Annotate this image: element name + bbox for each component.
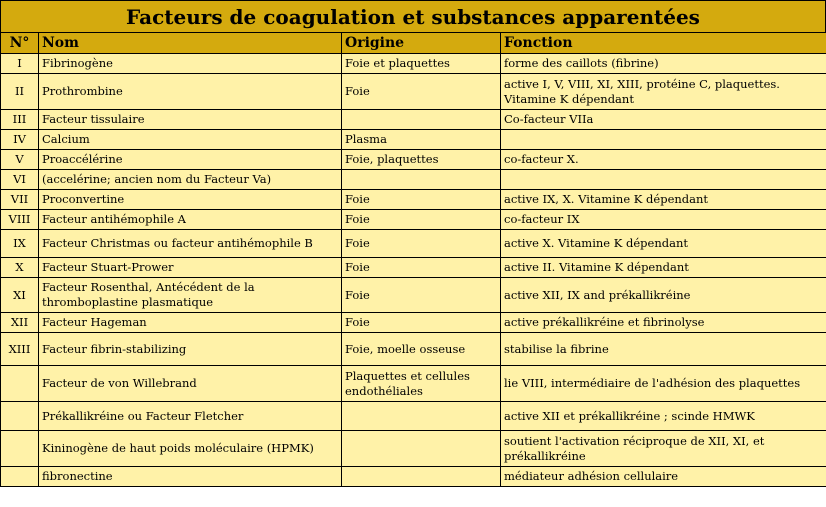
cell-origine: Foie [342,190,501,210]
cell-origine: Foie [342,258,501,278]
cell-num [1,467,39,487]
table-row [1,258,826,278]
cell-fonction: lie VIII, intermédiaire de l'adhésion des plaquettes [501,366,826,402]
cell-fonction [501,170,826,190]
table-row [1,150,826,170]
cell-nom: Prothrombine [39,74,342,110]
header-fonction: Fonction [501,33,826,54]
cell-nom: Fibrinogène [39,54,342,74]
cell-num: XIII [1,333,39,366]
cell-num: V [1,150,39,170]
cell-origine: Foie, moelle osseuse [342,333,501,366]
cell-fonction: stabilise la fibrine [501,333,826,366]
cell-num: XII [1,313,39,333]
table-row [1,190,826,210]
cell-fonction [501,130,826,150]
cell-num: I [1,54,39,74]
cell-nom: Facteur Christmas ou facteur antihémophile B [39,230,342,258]
cell-origine: Foie [342,74,501,110]
cell-nom: (accelérine; ancien nom du Facteur Va) [39,170,342,190]
header-num: N° [1,33,39,54]
cell-num [1,366,39,402]
table-row [1,467,826,487]
cell-fonction: co-facteur IX [501,210,826,230]
cell-nom: Facteur tissulaire [39,110,342,130]
table-row [1,110,826,130]
cell-num: X [1,258,39,278]
cell-nom: Facteur Stuart-Prower [39,258,342,278]
table-row [1,402,826,431]
cell-nom: Proaccélérine [39,150,342,170]
cell-num [1,402,39,431]
cell-origine [342,170,501,190]
coagulation-factors-table [0,32,826,487]
cell-nom: Prékallikréine ou Facteur Fletcher [39,402,342,431]
header-nom: Nom [39,33,342,54]
table-row [1,54,826,74]
cell-origine [342,110,501,130]
table-row [1,313,826,333]
cell-nom: Facteur antihémophile A [39,210,342,230]
cell-origine: Foie [342,210,501,230]
cell-fonction: active prékallikréine et fibrinolyse [501,313,826,333]
cell-origine: Foie [342,230,501,258]
table-row [1,230,826,258]
cell-num: III [1,110,39,130]
cell-fonction: active IX, X. Vitamine K dépendant [501,190,826,210]
cell-fonction: soutient l'activation réciproque de XII, XI, et prékallikréine [501,431,826,467]
cell-num [1,431,39,467]
table-row [1,431,826,467]
cell-fonction: active XII et prékallikréine ; scinde HMWK [501,402,826,431]
table-row [1,366,826,402]
cell-num: IV [1,130,39,150]
cell-fonction: active I, V, VIII, XI, XIII, protéine C, plaquettes. Vitamine K dépendant [501,74,826,110]
cell-nom: Proconvertine [39,190,342,210]
cell-num: VIII [1,210,39,230]
cell-nom: Facteur Hageman [39,313,342,333]
cell-origine: Plaquettes et cellules endothéliales [342,366,501,402]
cell-nom: Facteur fibrin-stabilizing [39,333,342,366]
cell-nom: Facteur de von Willebrand [39,366,342,402]
cell-origine [342,431,501,467]
table-title: Facteurs de coagulation et substances apparentées [0,0,826,32]
cell-nom: Kininogène de haut poids moléculaire (HPMK) [39,431,342,467]
cell-fonction: médiateur adhésion cellulaire [501,467,826,487]
cell-origine: Foie [342,278,501,313]
cell-num: IX [1,230,39,258]
cell-origine [342,467,501,487]
table-row [1,333,826,366]
cell-num: II [1,74,39,110]
header-origine: Origine [342,33,501,54]
cell-origine: Foie [342,313,501,333]
cell-fonction: Co-facteur VIIa [501,110,826,130]
cell-nom: fibronectine [39,467,342,487]
cell-num: VII [1,190,39,210]
cell-origine [342,402,501,431]
cell-fonction: forme des caillots (fibrine) [501,54,826,74]
cell-nom: Calcium [39,130,342,150]
cell-fonction: active XII, IX and prékallikréine [501,278,826,313]
cell-origine: Plasma [342,130,501,150]
cell-fonction: co-facteur X. [501,150,826,170]
cell-num: VI [1,170,39,190]
table-row [1,74,826,110]
table-row [1,278,826,313]
cell-origine: Foie et plaquettes [342,54,501,74]
table-row [1,130,826,150]
table-row [1,210,826,230]
cell-num: XI [1,278,39,313]
cell-fonction: active X. Vitamine K dépendant [501,230,826,258]
cell-origine: Foie, plaquettes [342,150,501,170]
cell-fonction: active II. Vitamine K dépendant [501,258,826,278]
table-row [1,170,826,190]
header-row [1,33,826,54]
cell-nom: Facteur Rosenthal, Antécédent de la thromboplastine plasmatique [39,278,342,313]
